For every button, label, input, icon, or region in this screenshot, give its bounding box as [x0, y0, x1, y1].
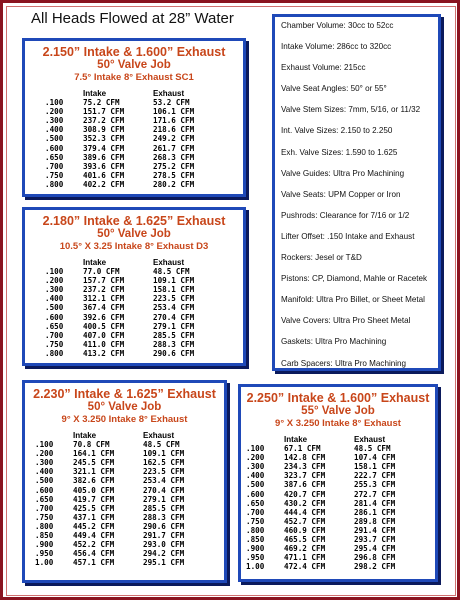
- box-subtitle: 9° X 3.250 Intake 8° Exhaust: [275, 418, 401, 429]
- table-row: [45, 322, 223, 331]
- lift-value: .650: [35, 494, 54, 504]
- intake-value: 419.7 CFM: [73, 494, 115, 504]
- lift-value: .750: [45, 339, 64, 349]
- spec-item: Int. Valve Sizes: 2.150 to 2.250: [281, 126, 393, 136]
- table-row: [246, 562, 424, 571]
- table-row: [246, 526, 424, 535]
- exhaust-value: 162.5 CFM: [143, 458, 185, 468]
- lift-value: .600: [246, 489, 265, 499]
- lift-value: .750: [45, 170, 64, 180]
- lift-value: .800: [35, 521, 54, 531]
- exhaust-header: Exhaust: [153, 258, 185, 267]
- box-valve-job: 55° Valve Job: [301, 405, 375, 417]
- exhaust-value: 107.4 CFM: [354, 453, 396, 463]
- intake-header: Intake: [284, 435, 308, 444]
- exhaust-value: 261.7 CFM: [153, 143, 195, 153]
- lift-value: .300: [246, 462, 265, 472]
- intake-header: Intake: [83, 89, 107, 98]
- intake-value: 400.5 CFM: [83, 321, 125, 331]
- spec-item: Valve Guides: Ultra Pro Machining: [281, 168, 405, 178]
- table-row: [246, 471, 424, 480]
- lift-value: .750: [246, 516, 265, 526]
- lift-header: [45, 89, 83, 98]
- intake-value: 75.2 CFM: [83, 98, 120, 108]
- exhaust-value: 109.1 CFM: [143, 449, 185, 459]
- lift-value: .850: [35, 531, 54, 541]
- exhaust-value: 296.8 CFM: [354, 553, 396, 563]
- lift-value: .500: [35, 476, 54, 486]
- table-row: [35, 440, 213, 449]
- intake-value: 67.1 CFM: [284, 444, 321, 454]
- table-row: [45, 98, 223, 107]
- exhaust-value: 279.1 CFM: [153, 321, 195, 331]
- intake-value: 312.1 CFM: [83, 294, 125, 304]
- exhaust-value: 289.8 CFM: [354, 516, 396, 526]
- box-subtitle: 7.5° Intake 8° Exhaust SC1: [74, 72, 194, 83]
- exhaust-header: Exhaust: [153, 89, 185, 98]
- box-subtitle: 9° X 3.250 Intake 8° Exhaust: [61, 414, 188, 425]
- exhaust-value: 298.2 CFM: [354, 562, 396, 572]
- intake-value: 157.7 CFM: [83, 276, 125, 286]
- intake-value: 389.6 CFM: [83, 152, 125, 162]
- table-row: [35, 522, 213, 531]
- table-row: [35, 531, 213, 540]
- table-row: [35, 476, 213, 485]
- exhaust-value: 293.0 CFM: [143, 540, 185, 550]
- exhaust-value: 48.5 CFM: [354, 444, 391, 454]
- table-row: [246, 444, 424, 453]
- table-row: [45, 267, 223, 276]
- exhaust-value: 218.6 CFM: [153, 125, 195, 135]
- exhaust-value: 223.5 CFM: [153, 294, 195, 304]
- exhaust-value: 268.3 CFM: [153, 152, 195, 162]
- table-row: [246, 499, 424, 508]
- table-row: [45, 153, 223, 162]
- exhaust-value: 253.4 CFM: [153, 303, 195, 313]
- lift-value: .850: [246, 535, 265, 545]
- spec-item: Carb Spacers: Ultra Pro Machining: [281, 358, 407, 368]
- intake-value: 237.2 CFM: [83, 285, 125, 295]
- table-row: [45, 340, 223, 349]
- intake-value: 308.9 CFM: [83, 125, 125, 135]
- exhaust-value: 291.7 CFM: [143, 531, 185, 541]
- lift-value: .200: [35, 449, 54, 459]
- exhaust-value: 48.5 CFM: [153, 267, 190, 277]
- table-row: [35, 540, 213, 549]
- table-row: [246, 480, 424, 489]
- flow-table: [45, 258, 223, 358]
- intake-value: 393.6 CFM: [83, 161, 125, 171]
- table-row: [45, 313, 223, 322]
- spec-item: Manifold: Ultra Pro Billet, or Sheet Metal: [281, 295, 425, 305]
- intake-value: 469.2 CFM: [284, 544, 326, 554]
- flow-box-3: [22, 380, 227, 583]
- table-row: [45, 116, 223, 125]
- spec-item: Exh. Valve Sizes: 1.590 to 1.625: [281, 147, 398, 157]
- lift-value: .650: [246, 498, 265, 508]
- exhaust-value: 286.1 CFM: [354, 507, 396, 517]
- flow-box-4: [238, 384, 438, 582]
- intake-value: 452.7 CFM: [284, 516, 326, 526]
- table-row: [35, 558, 213, 567]
- spec-item: Pistons: CP, Diamond, Mahle or Racetek: [281, 274, 428, 284]
- spec-item: Chamber Volume: 30cc to 52cc: [281, 21, 394, 30]
- intake-value: 452.2 CFM: [73, 540, 115, 550]
- lift-value: .700: [45, 330, 64, 340]
- lift-value: .500: [45, 134, 64, 144]
- exhaust-value: 291.4 CFM: [354, 525, 396, 535]
- exhaust-value: 288.3 CFM: [143, 512, 185, 522]
- table-row: [45, 144, 223, 153]
- exhaust-value: 249.2 CFM: [153, 134, 195, 144]
- box-valve-job: 50° Valve Job: [87, 401, 162, 413]
- exhaust-header: Exhaust: [143, 431, 175, 440]
- intake-value: 425.5 CFM: [73, 503, 115, 513]
- exhaust-header: Exhaust: [354, 435, 386, 444]
- lift-value: .700: [45, 161, 64, 171]
- lift-header: [246, 435, 284, 444]
- intake-value: 382.6 CFM: [73, 476, 115, 486]
- flow-table: [35, 431, 213, 567]
- intake-value: 234.3 CFM: [284, 462, 326, 472]
- lift-value: .500: [45, 303, 64, 313]
- intake-value: 392.6 CFM: [83, 312, 125, 322]
- box-valve-job: 50° Valve Job: [97, 228, 171, 240]
- table-row: [45, 107, 223, 116]
- exhaust-value: 285.5 CFM: [153, 330, 195, 340]
- table-row: [45, 180, 223, 189]
- intake-value: 77.0 CFM: [83, 267, 120, 277]
- intake-value: 151.7 CFM: [83, 107, 125, 117]
- flow-box-1: [22, 38, 246, 197]
- lift-value: .400: [45, 125, 64, 135]
- table-row: [35, 549, 213, 558]
- exhaust-value: 280.2 CFM: [153, 179, 195, 189]
- table-row: [246, 544, 424, 553]
- lift-value: .400: [246, 471, 265, 481]
- table-row: [246, 462, 424, 471]
- box-valve-job: 50° Valve Job: [97, 59, 171, 71]
- table-row: [246, 490, 424, 499]
- intake-value: 456.4 CFM: [73, 549, 115, 559]
- intake-value: 367.4 CFM: [83, 303, 125, 313]
- intake-value: 437.1 CFM: [73, 512, 115, 522]
- lift-value: .600: [45, 143, 64, 153]
- lift-value: .100: [246, 444, 265, 454]
- exhaust-value: 278.5 CFM: [153, 170, 195, 180]
- intake-value: 471.1 CFM: [284, 553, 326, 563]
- intake-value: 465.5 CFM: [284, 535, 326, 545]
- lift-value: .900: [246, 544, 265, 554]
- exhaust-value: 109.1 CFM: [153, 276, 195, 286]
- exhaust-value: 158.1 CFM: [153, 285, 195, 295]
- spec-item: Valve Seats: UPM Copper or Iron: [281, 189, 401, 199]
- exhaust-value: 290.6 CFM: [153, 348, 195, 358]
- intake-value: 142.8 CFM: [284, 453, 326, 463]
- exhaust-value: 158.1 CFM: [354, 462, 396, 472]
- intake-value: 321.1 CFM: [73, 467, 115, 477]
- exhaust-value: 288.3 CFM: [153, 339, 195, 349]
- lift-value: .400: [45, 294, 64, 304]
- table-row: [45, 162, 223, 171]
- exhaust-value: 222.7 CFM: [354, 471, 396, 481]
- exhaust-value: 253.4 CFM: [143, 476, 185, 486]
- intake-value: 387.6 CFM: [284, 480, 326, 490]
- exhaust-value: 281.4 CFM: [354, 498, 396, 508]
- box-title: 2.250” Intake & 1.600” Exhaust: [246, 391, 430, 405]
- lift-value: .100: [35, 440, 54, 450]
- page-heading: All Heads Flowed at 28” Water: [31, 10, 234, 27]
- spec-item: Pushrods: Clearance for 7/16 or 1/2: [281, 210, 410, 220]
- table-row: [35, 486, 213, 495]
- table-row: [45, 294, 223, 303]
- lift-value: .800: [45, 348, 64, 358]
- intake-value: 402.2 CFM: [83, 179, 125, 189]
- table-row: [35, 458, 213, 467]
- lift-value: .200: [45, 276, 64, 286]
- box-subtitle: 10.5° X 3.25 Intake 8° Exhaust D3: [59, 241, 209, 252]
- lift-header: [45, 258, 83, 267]
- table-row: [246, 535, 424, 544]
- lift-value: .700: [246, 507, 265, 517]
- lift-value: .100: [45, 98, 64, 108]
- lift-value: 1.00: [35, 558, 54, 568]
- table-row: [246, 453, 424, 462]
- spec-item: Valve Covers: Ultra Pro Sheet Metal: [281, 316, 411, 326]
- table-row: [45, 276, 223, 285]
- table-row: [246, 553, 424, 562]
- exhaust-value: 270.4 CFM: [153, 312, 195, 322]
- exhaust-value: 270.4 CFM: [143, 485, 185, 495]
- exhaust-value: 171.6 CFM: [153, 116, 195, 126]
- flow-table: [45, 89, 223, 189]
- exhaust-value: 295.4 CFM: [354, 544, 396, 554]
- spec-item: Gaskets: Ultra Pro Machining: [281, 337, 387, 347]
- table-row: [246, 508, 424, 517]
- exhaust-value: 279.1 CFM: [143, 494, 185, 504]
- intake-value: 457.1 CFM: [73, 558, 115, 568]
- table-row: [35, 495, 213, 504]
- exhaust-value: 290.6 CFM: [143, 521, 185, 531]
- table-row: [35, 513, 213, 522]
- intake-value: 413.2 CFM: [83, 348, 125, 358]
- intake-value: 164.1 CFM: [73, 449, 115, 459]
- table-row: [45, 125, 223, 134]
- exhaust-value: 275.2 CFM: [153, 161, 195, 171]
- exhaust-value: 293.7 CFM: [354, 535, 396, 545]
- lift-value: .500: [246, 480, 265, 490]
- box-title: 2.180” Intake & 1.625” Exhaust: [42, 214, 226, 228]
- exhaust-value: 255.3 CFM: [354, 480, 396, 490]
- table-row: [45, 285, 223, 294]
- intake-value: 411.0 CFM: [83, 339, 125, 349]
- intake-value: 323.7 CFM: [284, 471, 326, 481]
- exhaust-value: 223.5 CFM: [143, 467, 185, 477]
- lift-value: .650: [45, 321, 64, 331]
- box-title: 2.230” Intake & 1.625” Exhaust: [33, 387, 216, 401]
- lift-value: .950: [246, 553, 265, 563]
- intake-value: 449.4 CFM: [73, 531, 115, 541]
- spec-item: Valve Stem Sizes: 7mm, 5/16, or 11/32: [281, 105, 421, 115]
- exhaust-value: 295.1 CFM: [143, 558, 185, 568]
- lift-value: .100: [45, 267, 64, 277]
- flow-table: [246, 435, 424, 571]
- exhaust-value: 285.5 CFM: [143, 503, 185, 513]
- table-row: [45, 171, 223, 180]
- spec-item: Rockers: Jesel or T&D: [281, 253, 362, 263]
- intake-value: 444.4 CFM: [284, 507, 326, 517]
- spec-item: Intake Volume: 286cc to 320cc: [281, 42, 392, 52]
- lift-value: .400: [35, 467, 54, 477]
- flow-box-2: [22, 207, 246, 366]
- lift-value: .600: [35, 485, 54, 495]
- intake-header: Intake: [73, 431, 97, 440]
- spec-item: Valve Seat Angles: 50° or 55°: [281, 84, 387, 94]
- intake-value: 245.5 CFM: [73, 458, 115, 468]
- intake-value: 405.0 CFM: [73, 485, 115, 495]
- table-row: [45, 134, 223, 143]
- lift-value: .900: [35, 540, 54, 550]
- spec-item: Exhaust Volume: 215cc: [281, 63, 366, 73]
- table-row: [45, 349, 223, 358]
- lift-value: 1.00: [246, 562, 265, 572]
- lift-value: .300: [45, 116, 64, 126]
- exhaust-value: 48.5 CFM: [143, 440, 180, 450]
- lift-value: .700: [35, 503, 54, 513]
- intake-value: 379.4 CFM: [83, 143, 125, 153]
- table-row: [45, 303, 223, 312]
- table-row: [35, 504, 213, 513]
- exhaust-value: 106.1 CFM: [153, 107, 195, 117]
- intake-value: 237.2 CFM: [83, 116, 125, 126]
- exhaust-value: 294.2 CFM: [143, 549, 185, 559]
- lift-header: [35, 431, 73, 440]
- intake-header: Intake: [83, 258, 107, 267]
- lift-value: .800: [246, 525, 265, 535]
- spec-item: Lifter Offset: .150 Intake and Exhaust: [281, 231, 415, 241]
- intake-value: 70.8 CFM: [73, 440, 110, 450]
- table-row: [35, 467, 213, 476]
- exhaust-value: 272.7 CFM: [354, 489, 396, 499]
- intake-value: 430.2 CFM: [284, 498, 326, 508]
- lift-value: .600: [45, 312, 64, 322]
- box-title: 2.150” Intake & 1.600” Exhaust: [42, 45, 226, 59]
- intake-value: 352.3 CFM: [83, 134, 125, 144]
- table-row: [35, 449, 213, 458]
- lift-value: .200: [45, 107, 64, 117]
- intake-value: 460.9 CFM: [284, 525, 326, 535]
- exhaust-value: 53.2 CFM: [153, 98, 190, 108]
- table-row: [246, 517, 424, 526]
- intake-value: 420.7 CFM: [284, 489, 326, 499]
- lift-value: .800: [45, 179, 64, 189]
- lift-value: .950: [35, 549, 54, 559]
- intake-value: 445.2 CFM: [73, 521, 115, 531]
- intake-value: 407.0 CFM: [83, 330, 125, 340]
- lift-value: .200: [246, 453, 265, 463]
- intake-value: 472.4 CFM: [284, 562, 326, 572]
- lift-value: .300: [45, 285, 64, 295]
- table-row: [45, 331, 223, 340]
- specs-box: [272, 14, 441, 371]
- intake-value: 401.6 CFM: [83, 170, 125, 180]
- lift-value: .650: [45, 152, 64, 162]
- lift-value: .750: [35, 512, 54, 522]
- lift-value: .300: [35, 458, 54, 468]
